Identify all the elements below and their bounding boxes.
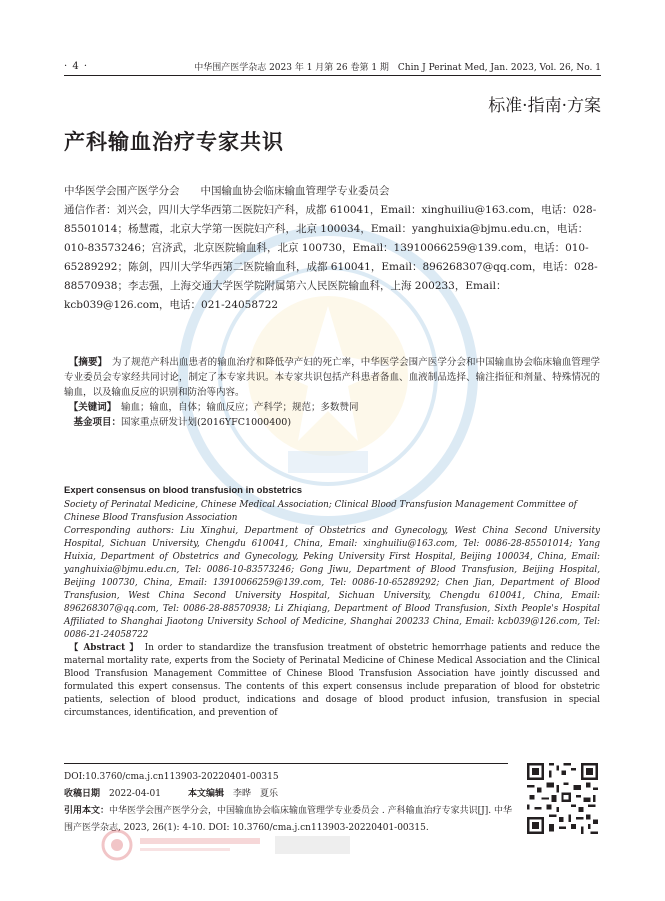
- cn-fund-label: 基金项目：: [73, 417, 122, 428]
- footer-block: [64, 769, 514, 837]
- qr-code-icon: [527, 763, 598, 834]
- cn-fund: [64, 415, 600, 430]
- page-number: · 4 ·: [64, 61, 89, 72]
- section-label: 标准·指南·方案: [488, 96, 601, 116]
- citation-label: 引用本文：: [64, 806, 110, 816]
- editor-label: 本文编辑: [187, 789, 224, 799]
- received-label: 收稿日期: [64, 789, 101, 799]
- cn-keywords: [64, 400, 600, 415]
- cn-keywords-label: 【关键词】: [73, 402, 112, 413]
- journal-info: 中华围产医学杂志 2023 年 1 月第 26 卷第 1 期 Chin J Perinat Med, Jan. 2023, Vol. 26, No. 1: [194, 63, 601, 73]
- en-abstract-text: In order to standardize the transfusion treatment of obstetric hemorrhage patients and reduce the maternal mortality rate, experts from the Society of Perinatal Medicine of Chinese Medical Association and the Clinical Blood Transfusion Management Committee of Chinese Blood Transfusion Association have jointly discussed and formulated this expert consensus. The contents of this expert consensus include preparation of blood for obstetric patients, selection of blood product, indications and dosage of blood product infusion, transfusion in special circumstances, identification, and prevention of: [64, 643, 600, 718]
- cn-fund-text: 国家重点研发计划(2016YFC1000400): [121, 417, 292, 428]
- received-editor-line: [64, 786, 514, 803]
- cn-abstract-label: 【摘要】: [73, 357, 103, 368]
- citation-text: 中华医学会围产医学分会，中国输血协会临床输血管理学专业委员会 . 产科输血治疗专家共识[J]. 中华围产医学杂志, 2023, 26(1): 4-10. DOI: 10.3760/cma.j.cn113903-20220401-00315.: [64, 806, 512, 833]
- en-abstract: [64, 642, 600, 720]
- cn-organizations: 中华医学会围产医学分会 中国输血协会临床输血管理学专业委员会: [64, 185, 390, 197]
- header-rule: [64, 75, 601, 76]
- cn-abstract-text: 为了规范产科出血患者的输血治疗和降低孕产妇的死亡率，中华医学会围产医学分会和中国输血协会临床输血管理学专业委员会专家经共同讨论，制定了本专家共识。本专家共识包括产科患者备血、血液制品选择、输注指征和剂量、特殊情况的输血，以及输血反应的识别和防治等内容。: [64, 357, 600, 398]
- cn-author-block: [64, 182, 600, 315]
- cn-keywords-text: 输血；输血，自体；输血反应；产科学；规范；多数赞同: [121, 402, 359, 413]
- publisher-logo-watermark: [100, 828, 360, 862]
- en-block: [64, 484, 600, 720]
- en-society: Society of Perinatal Medicine, Chinese Medical Association; Clinical Blood Transfusion Management Committee of Chinese Blood Transfusion Association: [64, 500, 577, 523]
- cn-corresponding-authors: 通信作者：刘兴会，四川大学华西第二医院妇产科，成都 610041，Email：xinghuiliu@163.com，电话：028-85501014；杨慧霞，北京大学第一医院妇产科，北京 100034，Email：yanghuixia@bjmu.edu.cn，电话：010-83573246；宫济武，北京医院输血科，北京 100730，Email：13910066259@139.com，电话：010-65289292；陈剑，四川大学华西第二医院输血科，成都 610041，Email：896268307@qq.com，电话：028-88570938；李志强，上海交通大学医学院附属第六人民医院输血科，上海 200233，Email：kcb039@126.com，电话：021-24058722: [64, 204, 598, 311]
- footer-rule: [64, 763, 508, 764]
- article-title: 产科输血治疗专家共识: [64, 130, 284, 154]
- received-date: 2022-04-01: [109, 789, 161, 799]
- en-title: Expert consensus on blood transfusion in obstetrics: [64, 485, 303, 496]
- cn-abstract: [64, 355, 600, 400]
- cn-abstract-block: [64, 355, 600, 430]
- en-corresponding-authors: Corresponding authors: Liu Xinghui, Department of Obstetrics and Gynecology, West China Second University Hospital, Sichuan University, Chengdu 610041, China, Email: xinghuiliu@163.com, Tel: 0086-28-85501014; Yang Huixia, Department of Obstetrics and Gynecology, Peking University First Hospital, Beijing 100034, China, Email: yanghuixia@bjmu.edu.cn, Tel: 0086-10-83573246; Gong Jiwu, Department of Blood Transfusion, Beijing Hospital, Beijing 100730, China, Email: 13910066259@139.com, Tel: 0086-10-65289292; Chen Jian, Department of Blood Transfusion, West China Second University Hospital, Sichuan University, Chengdu 610041, China, Email: 896268307@qq.com, Tel: 0086-28-88570938; Li Zhiqiang, Department of Blood Transfusion, Sixth People's Hospital Affiliated to Shanghai Jiaotong University School of Medicine, Shanghai 200233 China, Email: kcb039@126.com, Tel: 0086-21-24058722: [64, 526, 600, 640]
- en-abstract-label: 【 Abstract 】: [73, 643, 135, 653]
- editor-names: 李晔 夏乐: [232, 789, 278, 799]
- doi: DOI:10.3760/cma.j.cn113903-20220401-00315: [64, 772, 279, 782]
